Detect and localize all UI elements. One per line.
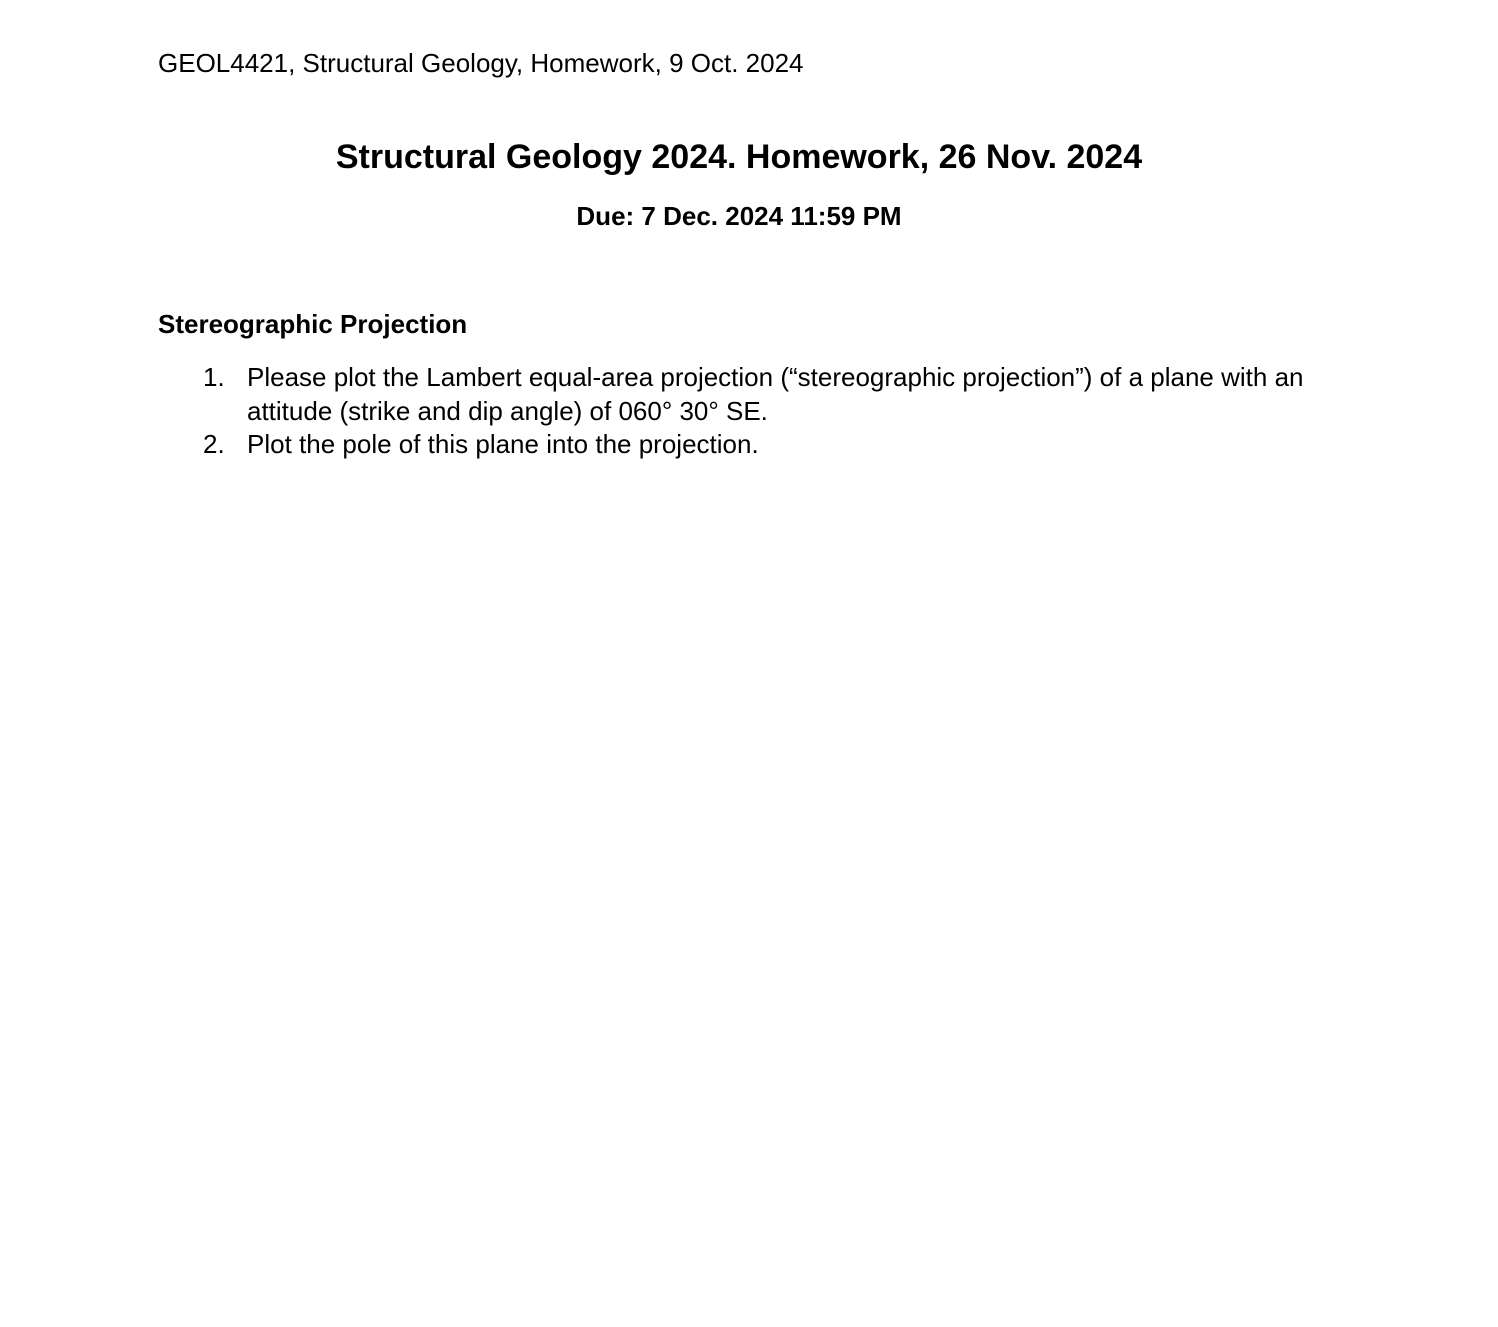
- question-list: [200, 361, 1360, 462]
- question-item: [200, 361, 1360, 428]
- question-number: 1.: [203, 362, 225, 392]
- question-number: 2.: [203, 429, 225, 459]
- question-text: Plot the pole of this plane into the projection.: [247, 429, 759, 459]
- section-heading: Stereographic Projection: [158, 309, 468, 339]
- document-title: Structural Geology 2024. Homework, 26 Nov. 2024: [335, 138, 1143, 176]
- running-header: GEOL4421, Structural Geology, Homework, 9 Oct. 2024: [158, 48, 804, 78]
- question-item: [200, 428, 1360, 462]
- due-date: Due: 7 Dec. 2024 11:59 PM: [576, 201, 902, 231]
- question-text: Please plot the Lambert equal-area projection (“stereographic projection”) of a plane with an attitude (strike and dip angle) of 060° 30° SE.: [247, 362, 1304, 426]
